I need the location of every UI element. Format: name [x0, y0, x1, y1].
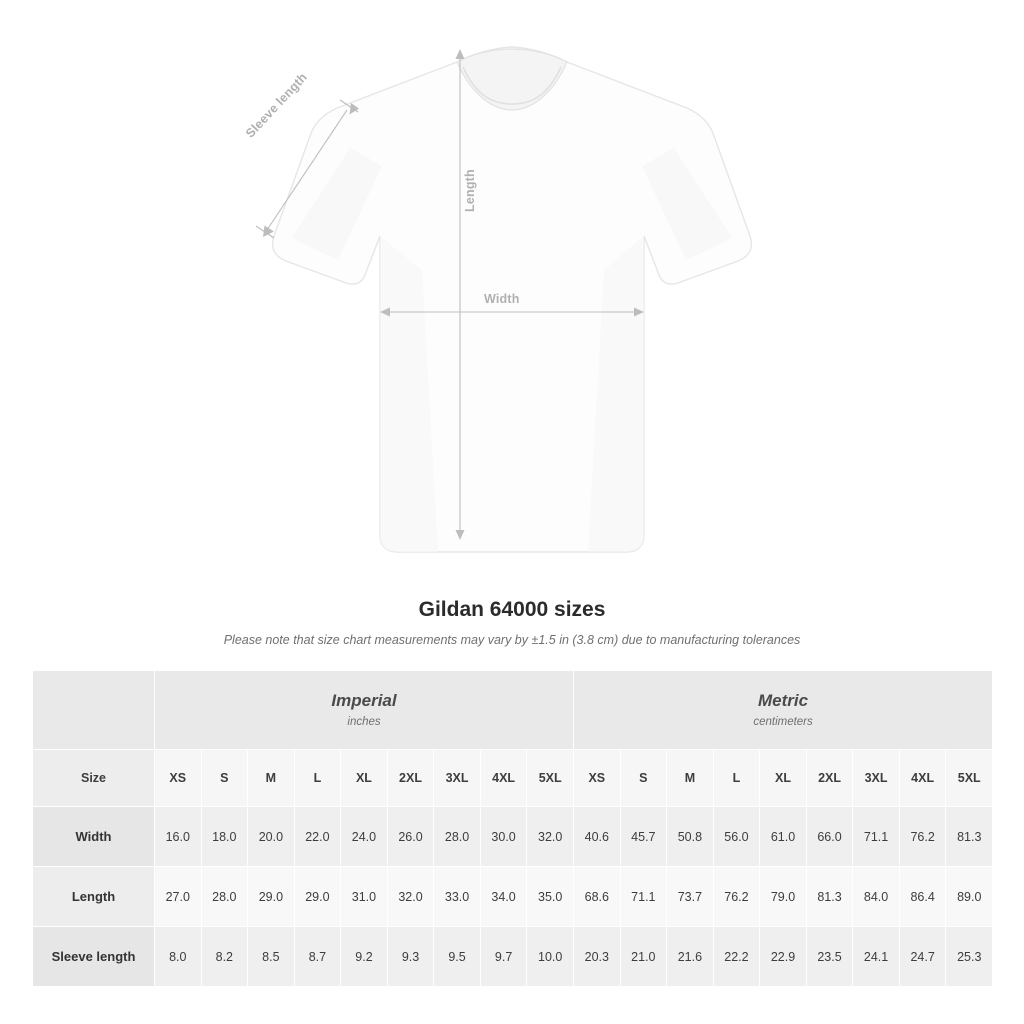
cell-width-imperial-3xl: 28.0	[434, 807, 481, 867]
cell-length-metric-2xl: 81.3	[806, 867, 853, 927]
size-header-imperial-l: L	[294, 750, 341, 807]
cell-length-metric-4xl: 86.4	[899, 867, 946, 927]
cell-sleeve-metric-xl: 22.9	[760, 927, 807, 987]
row-label-sleeve-length: Sleeve length	[33, 927, 155, 987]
size-header-imperial-5xl: 5XL	[527, 750, 574, 807]
cell-length-metric-xl: 79.0	[760, 867, 807, 927]
cell-sleeve-metric-xs: 20.3	[574, 927, 621, 987]
cell-width-metric-2xl: 66.0	[806, 807, 853, 867]
table-row	[33, 807, 993, 867]
cell-width-imperial-xl: 24.0	[341, 807, 388, 867]
title-block	[0, 596, 1024, 648]
cell-width-metric-xs: 40.6	[574, 807, 621, 867]
cell-width-metric-m: 50.8	[667, 807, 714, 867]
size-header-metric-m: M	[667, 750, 714, 807]
unit-group-imperial-sub: inches	[347, 716, 381, 728]
cell-length-imperial-xs: 27.0	[155, 867, 202, 927]
cell-length-metric-m: 73.7	[667, 867, 714, 927]
size-corner-label: Size	[33, 750, 155, 807]
cell-sleeve-imperial-l: 8.7	[294, 927, 341, 987]
size-header-metric-3xl: 3XL	[853, 750, 900, 807]
cell-length-imperial-l: 29.0	[294, 867, 341, 927]
unit-group-metric-name: Metric	[758, 691, 809, 710]
cell-length-imperial-3xl: 33.0	[434, 867, 481, 927]
size-header-metric-xl: XL	[760, 750, 807, 807]
cell-sleeve-imperial-s: 8.2	[201, 927, 248, 987]
size-header-imperial-m: M	[248, 750, 295, 807]
cell-sleeve-imperial-xl: 9.2	[341, 927, 388, 987]
length-label: Length	[463, 169, 477, 212]
cell-length-metric-5xl: 89.0	[946, 867, 993, 927]
unit-group-metric	[574, 671, 993, 750]
page-title: Gildan 64000 sizes	[418, 598, 606, 621]
size-header-imperial-4xl: 4XL	[480, 750, 527, 807]
cell-width-metric-xl: 61.0	[760, 807, 807, 867]
cell-sleeve-metric-s: 21.0	[620, 927, 667, 987]
cell-width-metric-4xl: 76.2	[899, 807, 946, 867]
size-header-metric-4xl: 4XL	[899, 750, 946, 807]
cell-length-metric-l: 76.2	[713, 867, 760, 927]
unit-group-imperial-name: Imperial	[331, 691, 397, 710]
size-header-metric-l: L	[713, 750, 760, 807]
size-header-imperial-s: S	[201, 750, 248, 807]
row-label-width: Width	[33, 807, 155, 867]
tolerance-note: Please note that size chart measurements may vary by ±1.5 in (3.8 cm) due to manufacturing tolerances	[223, 633, 801, 647]
cell-sleeve-imperial-3xl: 9.5	[434, 927, 481, 987]
cell-sleeve-metric-3xl: 24.1	[853, 927, 900, 987]
cell-length-metric-xs: 68.6	[574, 867, 621, 927]
table-corner-blank	[33, 671, 155, 750]
cell-length-metric-s: 71.1	[620, 867, 667, 927]
cell-length-imperial-s: 28.0	[201, 867, 248, 927]
unit-group-metric-sub: centimeters	[753, 716, 813, 728]
cell-sleeve-imperial-xs: 8.0	[155, 927, 202, 987]
cell-length-imperial-m: 29.0	[248, 867, 295, 927]
size-header-imperial-xl: XL	[341, 750, 388, 807]
sleeve-length-label: Sleeve length	[243, 70, 310, 141]
cell-sleeve-imperial-2xl: 9.3	[387, 927, 434, 987]
cell-width-imperial-4xl: 30.0	[480, 807, 527, 867]
size-header-imperial-2xl: 2XL	[387, 750, 434, 807]
cell-sleeve-imperial-5xl: 10.0	[527, 927, 574, 987]
cell-length-imperial-5xl: 35.0	[527, 867, 574, 927]
cell-width-imperial-m: 20.0	[248, 807, 295, 867]
cell-width-imperial-5xl: 32.0	[527, 807, 574, 867]
cell-sleeve-imperial-4xl: 9.7	[480, 927, 527, 987]
row-label-length: Length	[33, 867, 155, 927]
unit-group-row	[33, 671, 993, 750]
size-header-imperial-3xl: 3XL	[434, 750, 481, 807]
cell-width-metric-3xl: 71.1	[853, 807, 900, 867]
unit-group-imperial	[155, 671, 574, 750]
size-header-row	[33, 750, 993, 807]
cell-width-imperial-l: 22.0	[294, 807, 341, 867]
cell-sleeve-metric-2xl: 23.5	[806, 927, 853, 987]
size-header-imperial-xs: XS	[155, 750, 202, 807]
size-header-metric-xs: XS	[574, 750, 621, 807]
width-label: Width	[484, 292, 520, 306]
cell-width-imperial-xs: 16.0	[155, 807, 202, 867]
cell-sleeve-metric-l: 22.2	[713, 927, 760, 987]
size-table-wrapper	[32, 670, 992, 987]
cell-length-metric-3xl: 84.0	[853, 867, 900, 927]
cell-sleeve-metric-4xl: 24.7	[899, 927, 946, 987]
cell-sleeve-metric-5xl: 25.3	[946, 927, 993, 987]
cell-width-imperial-s: 18.0	[201, 807, 248, 867]
size-header-metric-2xl: 2XL	[806, 750, 853, 807]
table-row	[33, 927, 993, 987]
cell-width-metric-s: 45.7	[620, 807, 667, 867]
cell-sleeve-imperial-m: 8.5	[248, 927, 295, 987]
cell-width-metric-l: 56.0	[713, 807, 760, 867]
cell-sleeve-metric-m: 21.6	[667, 927, 714, 987]
size-header-metric-s: S	[620, 750, 667, 807]
size-header-metric-5xl: 5XL	[946, 750, 993, 807]
cell-length-imperial-xl: 31.0	[341, 867, 388, 927]
cell-width-imperial-2xl: 26.0	[387, 807, 434, 867]
size-table	[32, 670, 993, 987]
cell-width-metric-5xl: 81.3	[946, 807, 993, 867]
table-row	[33, 867, 993, 927]
cell-length-imperial-4xl: 34.0	[480, 867, 527, 927]
cell-length-imperial-2xl: 32.0	[387, 867, 434, 927]
